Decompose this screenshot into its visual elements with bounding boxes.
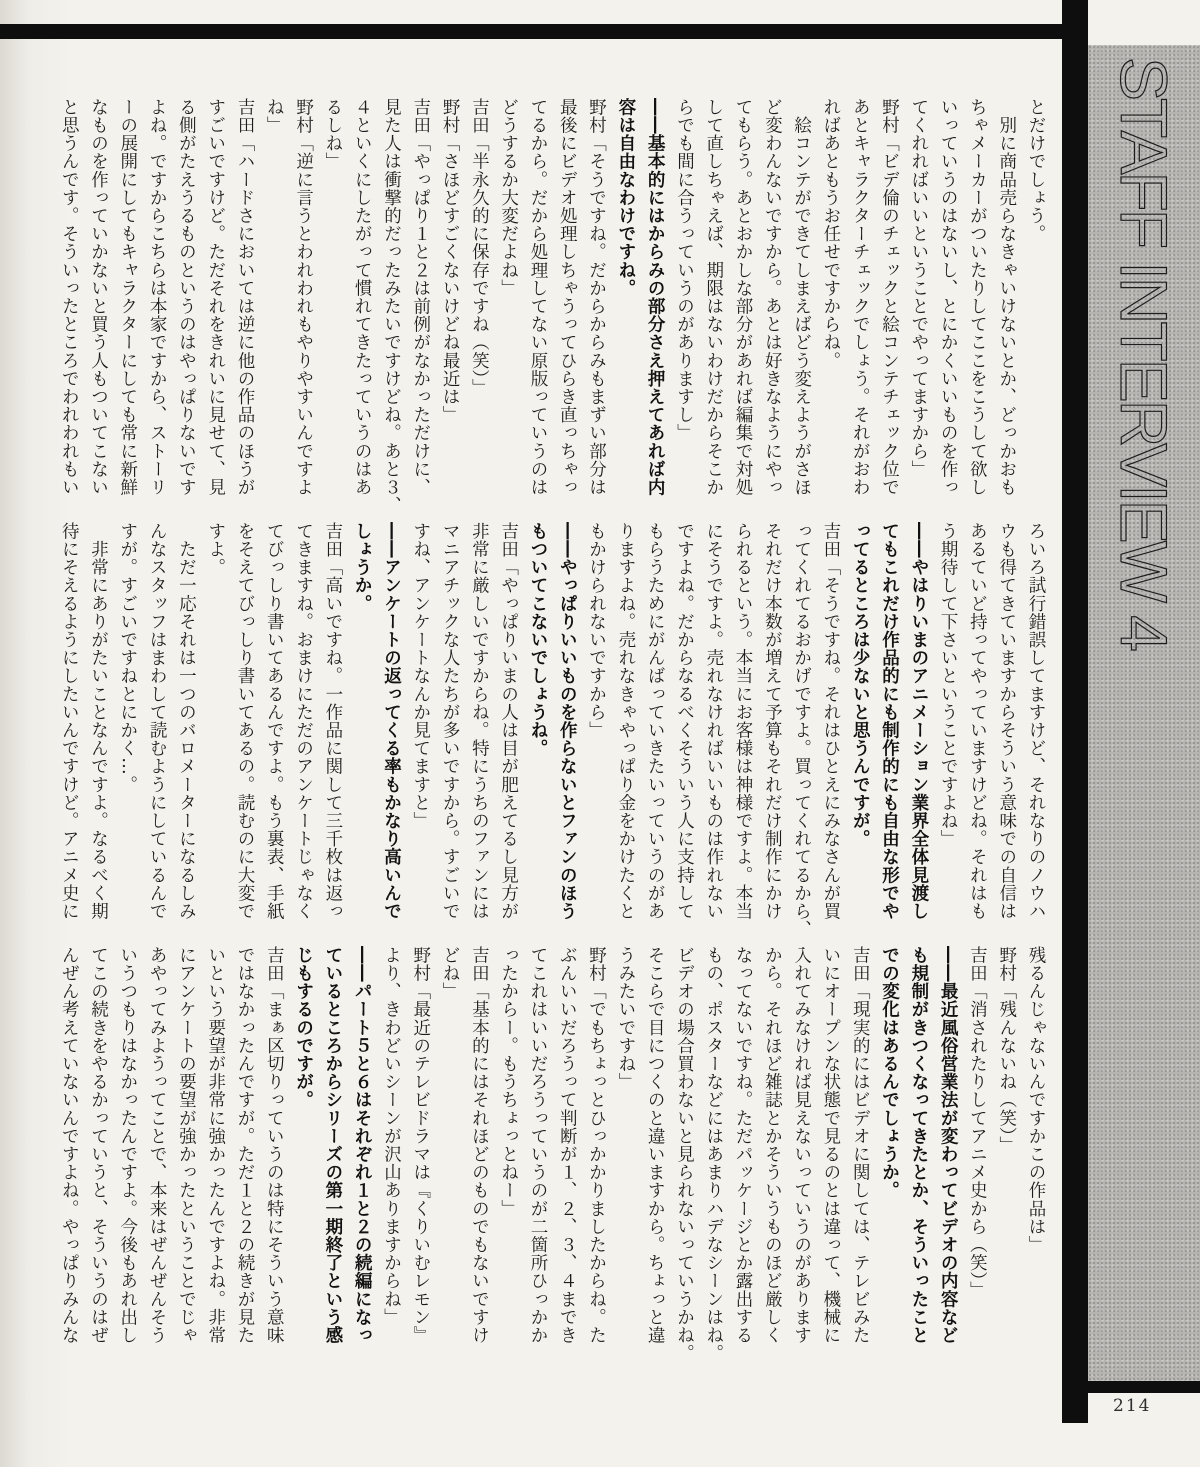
text-column: りますよね。売れなきゃやっぱり金をかけたくと (615, 522, 636, 921)
text-column: 吉田「ハードさにおいては逆に他の作品のほうが (234, 98, 255, 497)
interview-band-top (52, 98, 1050, 526)
text-column: すごいですけど。ただそれをきれいに見せて、見 (205, 98, 226, 497)
text-column: てもらう。あとおかしな部分があれば編集で対処 (733, 98, 754, 497)
text-column: なものを作っていかないと買う人もついてこない (88, 98, 109, 497)
page-number: 214 (1113, 1396, 1152, 1416)
text-column: ってるところは少ないと思うんですが。 (850, 522, 871, 848)
text-column: にアンケートの要望が強かったということでじゃ (176, 946, 197, 1345)
sidebar-bottom-black-bar (1088, 1381, 1200, 1393)
text-column: 吉田「まぁ区切りっていうのは特にそういう意味 (264, 946, 285, 1345)
text-column: ろいろ試行錯誤してますけど、それなりのノウハ (1026, 522, 1046, 921)
text-column: 吉田「消されたりしてアニメ史から（笑）」 (967, 946, 988, 1300)
interview-band-bottom (52, 946, 1050, 1374)
text-column: もついてこないでしょうね。 (527, 522, 548, 758)
text-column: して直しちゃえば、期限はないわけだからそこか (703, 98, 724, 497)
text-column: 野村「でもちょっとひっかかりましたからね。た (586, 946, 607, 1345)
text-column: ウも得てきていますからそういう意味での自信は (996, 522, 1017, 921)
text-column: あるていど持ってやっていますけどね。それはも (967, 522, 988, 921)
text-column: ビデオの場合買わないと見られないっていうかね。 (674, 946, 695, 1363)
text-column: 絵コンテができてしまえばどう変えようがさほ (791, 98, 812, 497)
text-column: あとキャラクターチェックでしょう。それがおわ (850, 98, 871, 497)
text-column: も規制がきつくなってきたとか、そういったこと (908, 946, 929, 1345)
text-column: 入れてみなければ見えないっていうのがあります (791, 946, 812, 1345)
text-column: ただ一応それは一つのバロメーターになるしみ (176, 522, 197, 921)
text-column: うみたいですね」 (615, 946, 636, 1091)
text-column: ――パート５と６はそれぞれ１と２の続編になっ (352, 946, 373, 1345)
text-column: 野村「残んないね（笑）」 (996, 946, 1017, 1155)
text-column: いうつもりはなかったんですよ。今後もあれ出し (117, 946, 138, 1345)
text-column: てびっしり書いてあるんですよ。もう裏表、手紙 (264, 522, 285, 921)
text-column: 最後にビデオ処理しちゃうってひらき直っちゃっ (557, 98, 578, 497)
text-column: んぜん考えていないんですよね。やっぱりみんな (59, 946, 80, 1345)
text-column: 吉田「やっぱりいまの人は目が肥えてるし見方が (498, 522, 519, 921)
text-column: う期待して下さいということですよね」 (938, 522, 959, 848)
text-column: すね、アンケートなんか見てますと」 (410, 522, 431, 830)
text-column: てきますね。おまけにただのアンケートじゃなく (293, 522, 314, 921)
text-column: 吉田「半永久的に保存ですね（笑）」 (469, 98, 490, 397)
text-column: てこれはいいだろうっていうのが二箇所ひっかか (527, 946, 548, 1345)
text-column: 吉田「高いですね。一作品に関して三千枚は返っ (322, 522, 343, 921)
text-column: ――アンケートの返ってくる率もかなり高いんで (381, 522, 402, 921)
text-column: 残るんじゃないんですかこの作品は」 (1026, 946, 1046, 1254)
text-column: ったからー。もうちょっとねー」 (498, 946, 519, 1218)
text-column: てもこれだけ作品的にも制作的にも自由な形でや (879, 522, 900, 921)
text-column: 野村「そうですね。だからからみもまずい部分は (586, 98, 607, 497)
text-column: 野村「さほどすごくないけどね最近は」 (440, 98, 461, 424)
text-column: るしね」 (322, 98, 343, 171)
text-column: あやってみようってことで、本来はぜんぜんそう (147, 946, 168, 1345)
text-column: 吉田「やっぱり１と２は前例がなかっただけに、 (410, 98, 431, 497)
text-column: じもするのですが。 (293, 946, 314, 1109)
top-black-bar (0, 24, 1086, 39)
right-black-bar (1062, 0, 1088, 1423)
text-column: すが。すごいですねとにかく…。 (117, 522, 138, 794)
text-column: 待にそえるようにしたいんですけど。アニメ史に (59, 522, 80, 921)
text-column: もの、ポスターなどにはあまりハデなシーンはね。 (703, 946, 724, 1363)
text-column: ればあともうお任せですからね。 (820, 98, 841, 370)
text-column: よね。ですからこちらは本家ですから、ストーリ (147, 98, 168, 497)
text-column: てるから。だから処理してない原版っていうのは (527, 98, 548, 497)
text-column: そこらで目につくのと違いますから。ちょっと違 (645, 946, 666, 1345)
text-column: とだけでしょう。 (1026, 98, 1046, 243)
text-column: 吉田「そうですね。それはひとえにみなさんが買 (820, 522, 841, 921)
text-column: すよ。 (205, 522, 226, 577)
text-column: しょうか。 (352, 522, 373, 613)
text-column: もらうためにがんばっていきたいっていうのがあ (645, 522, 666, 921)
text-column: から。それほど雑誌とかそういうものほど厳しく (762, 946, 783, 1345)
text-column: ているところからシリーズの第一期終了という感 (322, 946, 343, 1345)
text-column: と思うんです。そういったところでわれわれもい (59, 98, 80, 497)
text-column: てこの続きをやるかっていうと、そういうのはぜ (88, 946, 109, 1345)
text-column: にそうですよ。売れなければいいものは作れない (703, 522, 724, 921)
text-column: 吉田「現実的にはビデオに関しては、テレビみた (850, 946, 871, 1345)
text-column: ですよね。だからなるべくそういう人に支持して (674, 522, 695, 921)
text-column: ではなかったんですが。ただ１と２の続きが見た (234, 946, 255, 1345)
text-column: 野村「逆に言うとわれわれもやりやすいんですよ (293, 98, 314, 497)
text-column: どうするか大変だよね」 (498, 98, 519, 298)
text-column: ――やっぱりいいものを作らないとファンのほう (557, 522, 578, 921)
text-column: なってないですね。ただパッケージとか露出する (733, 946, 754, 1345)
text-column: ――やはりいまのアニメーション業界全体見渡し (908, 522, 929, 921)
text-column: ４といくにしたがって慣れてきたっていうのはあ (352, 98, 373, 497)
text-column: での変化はあるんでしょうか。 (879, 946, 900, 1200)
text-column: られるという。本当にお客様は神様ですよ。本当 (733, 522, 754, 921)
text-column: マニアチックな人たちが多いですから。すごいで (440, 522, 461, 921)
text-column: ってくれてるおかげですよ。買ってくれてるから、 (791, 522, 812, 939)
text-column: いにオープンな状態で見るのとは違って、機械に (820, 946, 841, 1345)
text-column: 野村「ビデ倫のチェックと絵コンテチェック位で (879, 98, 900, 497)
text-column: 野村「最近のテレビドラマは『くりいむレモン』 (410, 946, 431, 1345)
text-column: 非常に厳しいですからね。特にうちのファンには (469, 522, 490, 921)
text-column: ーの展開にしてもキャラクターにしても常に新鮮 (117, 98, 138, 497)
text-column: いという要望が非常に強かったんですよね。非常 (205, 946, 226, 1345)
text-column: いっていうのはないし、とにかくいいものを作っ (938, 98, 959, 497)
sidebar-title: STAFF INTERVIEW 4 (1107, 57, 1181, 649)
interview-band-middle (52, 522, 1050, 950)
text-column: ちゃメーカーがついたりしてここをこうして欲し (967, 98, 988, 497)
text-column: てくれればいいということでやってますから」 (908, 98, 929, 479)
text-column: んなスタッフはまわして読むようにしているんで (147, 522, 168, 921)
text-column: 非常にありがたいことなんですよ。なるべく期 (88, 522, 109, 921)
text-column: ど変わんないですから。あとは好きなようにやっ (762, 98, 783, 497)
text-column: をそえてびっしり書いてあるの。読むのに大変で (234, 522, 255, 921)
text-column: 別に商品売らなきゃいけないとか、どっかおも (996, 98, 1017, 497)
text-column: より、きわどいシーンが沢山ありますからね」 (381, 946, 402, 1327)
sidebar-panel (1088, 45, 1200, 1381)
text-column: ね」 (264, 98, 285, 135)
text-column: もかけられないですから」 (586, 522, 607, 740)
text-column: ぶんいいだろうって判断が１、２、３、４までき (557, 946, 578, 1345)
text-column: どね」 (440, 946, 461, 1001)
text-column: それだけ本数が増えて予算もそれだけ制作にかけ (762, 522, 783, 921)
text-column: 容は自由なわけですね。 (615, 98, 636, 298)
text-column: 見た人は衝撃的だったみたいですけどね。あと３、 (381, 98, 402, 515)
text-column: 吉田「基本的にはそれほどのものでもないですけ (469, 946, 490, 1345)
text-column: る側がたえうるものというのはやっぱりないです (176, 98, 197, 497)
text-column: ――基本的にはからみの部分さえ押えてあれば内 (645, 98, 666, 497)
text-column: ――最近風俗営業法が変わってビデオの内容など (938, 946, 959, 1345)
text-column: らでも間に合うっていうのがありますし」 (674, 98, 695, 442)
